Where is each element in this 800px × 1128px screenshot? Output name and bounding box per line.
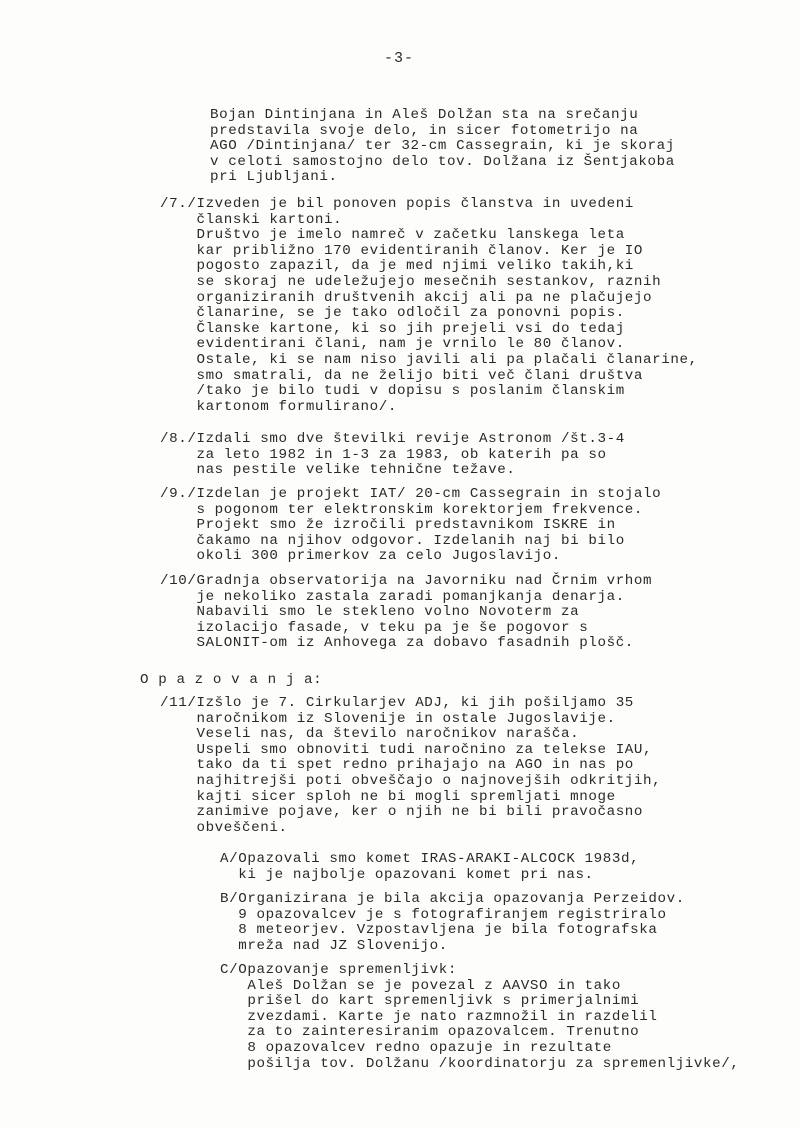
text-line: 9 opazovalcev je s fotografiranjem registriralo bbox=[220, 906, 667, 923]
text-line: naročnikom iz Slovenije in ostale Jugoslavije. bbox=[160, 710, 616, 727]
text-line: izolacijo fasade, v teku pa je še pogovor s bbox=[160, 619, 589, 636]
text-line: A/Opazovali smo komet IRAS-ARAKI-ALCOCK 1983d, bbox=[220, 851, 640, 867]
text-line: se skoraj ne udeležujejo mesečnih sestankov, raznih bbox=[160, 273, 662, 290]
text-line: /7./Izveden je bil ponoven popis članstva in uvedeni bbox=[160, 196, 634, 212]
text-line: okoli 300 primerkov za celo Jugoslavijo. bbox=[160, 548, 562, 565]
text-line: pogosto zapazil, da je med njimi veliko takih,ki bbox=[160, 258, 634, 275]
text-line: smo smatrali, da ne želijo biti več člani društva bbox=[160, 367, 644, 384]
text-line: AGO /Dintinjana/ ter 32-cm Cassegrain, ki je skoraj bbox=[210, 138, 675, 155]
text-line: predstavila svoje delo, in sicer fotometrijo na bbox=[210, 122, 639, 139]
text-line: članski kartoni. bbox=[160, 211, 343, 228]
paragraph-10 bbox=[160, 574, 652, 652]
text-line: kajti sicer sploh ne bi mogli spremljati mnoge bbox=[160, 788, 616, 805]
text-line: Projekt smo že izročili predstavnikom ISKRE in bbox=[160, 517, 616, 534]
paragraph-11 bbox=[160, 696, 661, 836]
text-line: SALONIT-om iz Anhovega za dobavo fasadnih plošč. bbox=[160, 635, 634, 652]
text-line: s pogonom ter elektronskim korektorjem frekvence. bbox=[160, 501, 644, 518]
page-number: -3- bbox=[384, 50, 415, 67]
text-line: evidentirani člani, nam je vrnilo le 80 članov. bbox=[160, 336, 625, 353]
text-line: ki je najbolje opazovani komet pri nas. bbox=[220, 866, 594, 883]
text-line: B/Organizirana je bila akcija opazovanja Perzeidov. bbox=[220, 891, 685, 907]
text-line: 8 opazovalcev redno opazuje in rezultate bbox=[220, 1039, 612, 1056]
text-line: članarine, se je tako odločil za ponovni popis. bbox=[160, 305, 625, 322]
text-line: tako da ti spet redno prihajajo na AGO in nas po bbox=[160, 757, 634, 774]
text-line: Ostale, ki se nam niso javili ali pa plačali članarine, bbox=[160, 351, 698, 368]
text-line: mreža nad JZ Slovenijo. bbox=[220, 937, 448, 954]
text-line: organiziranih društvenih akcij ali pa ne plačujejo bbox=[160, 289, 653, 306]
paragraph-11c bbox=[220, 963, 740, 1072]
text-line: Nabavili smo le stekleno volno Novoterm za bbox=[160, 604, 580, 621]
text-line: Uspeli smo obnoviti tudi naročnino za telekse IAU, bbox=[160, 741, 653, 758]
text-line: Bojan Dintinjana in Aleš Dolžan sta na srečanju bbox=[210, 107, 639, 123]
text-line: Aleš Dolžan se je povezal z AAVSO in tako bbox=[220, 977, 622, 994]
paragraph-7 bbox=[160, 197, 698, 415]
text-line: najhitrejši poti obveščajo o najnovejših odkritjih, bbox=[160, 772, 662, 789]
text-line: C/Opazovanje spremenljivk: bbox=[220, 962, 457, 978]
text-line: pri Ljubljani. bbox=[210, 169, 338, 186]
paragraph-8 bbox=[160, 432, 625, 479]
text-line: zanimive pojave, ker o njih ne bi bili pravočasno bbox=[160, 804, 644, 821]
section-heading-opazovanja: O p a z o v a n j a: bbox=[140, 672, 323, 688]
text-line: /11/Izšlo je 7. Cirkularjev ADJ, ki jih pošiljamo 35 bbox=[160, 695, 634, 711]
text-line: Veseli nas, da število naročnikov narašča. bbox=[160, 726, 580, 743]
paragraph-11a bbox=[220, 852, 639, 883]
text-line: je nekoliko zastala zaradi pomanjkanja denarja. bbox=[160, 588, 625, 605]
text-line: /8./Izdali smo dve številki revije Astronom /št.3-4 bbox=[160, 431, 625, 447]
paragraph-intro bbox=[210, 108, 675, 186]
text-line: zvezdami. Karte je nato razmnožil in razdelil bbox=[220, 1008, 658, 1025]
text-line: prišel do kart spremenljivk s primerjalnimi bbox=[220, 993, 640, 1010]
text-line: za leto 1982 in 1-3 za 1983, ob katerih pa so bbox=[160, 446, 607, 463]
text-line: 8 meteorjev. Vzpostavljena je bila fotografska bbox=[220, 922, 658, 939]
text-line: pošilja tov. Dolžanu /koordinatorju za spremenljivke/, bbox=[220, 1055, 740, 1072]
text-line: Društvo je imelo namreč v začetku lanskega leta bbox=[160, 227, 625, 244]
text-line: kar približno 170 evidentiranih članov. Ker je IO bbox=[160, 242, 644, 259]
paragraph-11b bbox=[220, 892, 685, 954]
text-line: kartonom formulirano/. bbox=[160, 398, 397, 415]
text-line: Članske kartone, ki so jih prejeli vsi do tedaj bbox=[160, 320, 625, 337]
text-line: obveščeni. bbox=[160, 819, 288, 836]
text-line: nas pestile velike tehnične težave. bbox=[160, 462, 516, 479]
paragraph-9 bbox=[160, 487, 661, 565]
text-line: /9./Izdelan je projekt IAT/ 20-cm Cassegrain in stojalo bbox=[160, 486, 662, 502]
text-line: čakamo na njihov odgovor. Izdelanih naj bi bilo bbox=[160, 532, 625, 549]
text-line: /tako je bilo tudi v dopisu s poslanim članskim bbox=[160, 383, 625, 400]
text-line: /10/Gradnja observatorija na Javorniku nad Črnim vrhom bbox=[160, 573, 653, 589]
text-line: v celoti samostojno delo tov. Dolžana iz Šentjakoba bbox=[210, 153, 675, 170]
text-line: za to zainteresiranim opazovalcem. Trenutno bbox=[220, 1024, 640, 1041]
